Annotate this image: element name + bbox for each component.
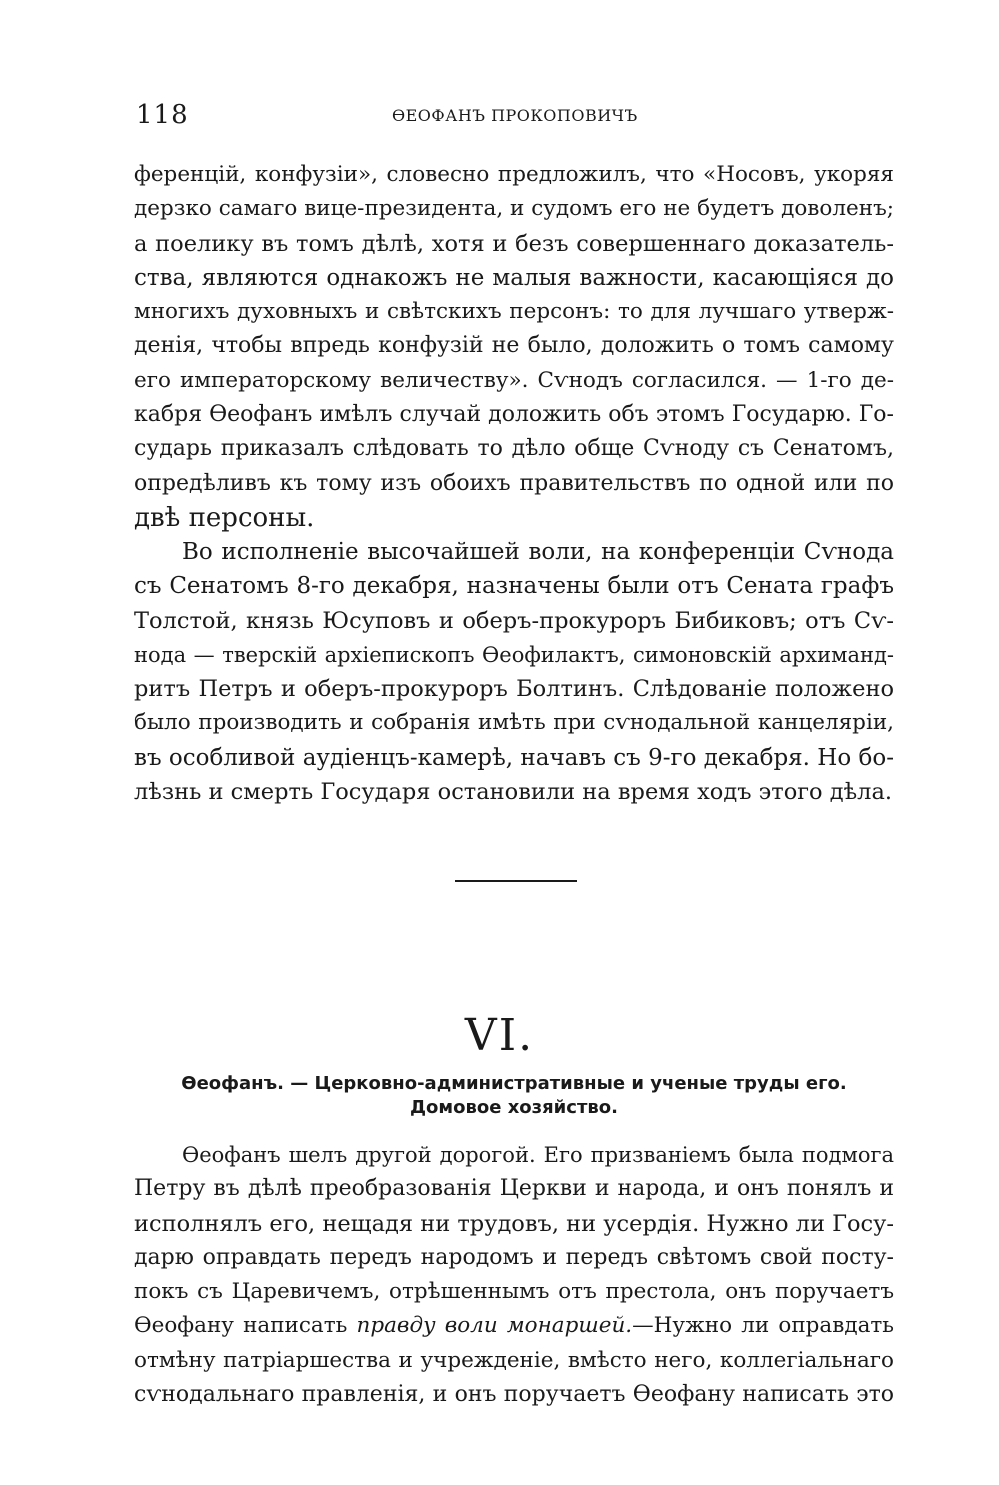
text-line: ства, являются однакожъ не малыя важности, касающіяся до [134, 264, 894, 291]
text-line: многихъ духовныхъ и свѣтскихъ персонъ: то для лучшаго утверж- [134, 299, 894, 325]
text-run: Ѳеофану написать [134, 1313, 357, 1339]
text-run: —Нужно ли оправдать [632, 1313, 894, 1339]
text-line: сударь приказалъ слѣдовать то дѣло обще Сѵноду съ Сенатомъ, [134, 436, 894, 462]
text-line: опредѣливъ къ тому изъ обоихъ правительствъ по одной или по [134, 470, 894, 496]
paragraph-continued [134, 158, 894, 535]
text-line: отмѣну патріаршества и учрежденіе, вмѣсто него, коллегіальнаго [134, 1347, 894, 1373]
section-divider [455, 880, 577, 882]
page-header [136, 100, 896, 132]
text-line: денія, чтобы впредь конфузій не было, доложить о томъ самому [134, 333, 894, 359]
text-line: Толстой, князь Юсуповъ и оберъ-прокуроръ Бибиковъ; отъ Сѵ- [134, 607, 894, 634]
text-line: покъ съ Царевичемъ, отрѣшеннымъ отъ престола, онъ поручаетъ [134, 1279, 894, 1305]
text-line: его императорскому величеству». Сѵнодъ согласился. — 1-го де- [134, 367, 894, 393]
text-line-mixed [134, 1309, 894, 1343]
text-line: сѵнодальнаго правленія, и онъ поручаетъ Ѳеофану написать это [134, 1382, 894, 1408]
text-line: съ Сенатомъ 8-го декабря, назначены были отъ Сената графъ [134, 573, 894, 600]
text-line: нода — тверскій архіепископъ Ѳеофилактъ, симоновскій архиманд- [134, 642, 894, 667]
text-line: Во исполненіе высочайшей воли, на конференціи Сѵнода [182, 539, 894, 565]
page-number: 118 [136, 100, 189, 130]
chapter-subtitle-line: Ѳеофанъ. — Церковно-административные и ученые труды его. [181, 1073, 847, 1094]
paragraph-conference [134, 535, 894, 809]
chapter-subtitle [134, 1072, 894, 1120]
text-line: дерзко самаго вице-президента, и судомъ его не будетъ доволенъ; [134, 196, 894, 222]
text-line: въ особливой аудіенцъ-камерѣ, начавъ съ 9-го декабря. Но бо- [134, 744, 894, 771]
running-head: ѲЕОФАНЪ ПРОКОПОВИЧЪ [392, 106, 638, 125]
paragraph-chapter-opening [134, 1138, 894, 1412]
text-line: ритъ Петръ и оберъ-прокуроръ Болтинъ. Слѣдованіе положено [134, 676, 894, 703]
text-line: ференцій, конфузіи», словесно предложилъ, что «Носовъ, укоряя [134, 162, 894, 187]
text-line: лѣзнь и смерть Государя остановили на время ходъ этого дѣла. [134, 779, 893, 806]
text-line: Петру въ дѣлѣ преобразованія Церкви и народа, и онъ понялъ и [134, 1176, 894, 1202]
chapter-number: VI. [464, 1010, 535, 1061]
text-line: исполнялъ его, нещадя ни трудовъ, ни усердія. Нужно ли Госу- [134, 1210, 894, 1237]
text-line: а поелику въ томъ дѣлѣ, хотя и безъ совершеннаго доказатель- [134, 230, 894, 257]
text-line: кабря Ѳеофанъ имѣлъ случай доложить объ этомъ Государю. Го- [134, 402, 894, 428]
text-line: дарю оправдать передъ народомъ и передъ свѣтомъ свой посту- [134, 1244, 894, 1270]
text-line: двѣ персоны. [134, 502, 315, 533]
italic-title: правду воли монаршей. [356, 1313, 633, 1339]
chapter-subtitle-line: Домовое хозяйство. [409, 1097, 618, 1118]
text-line: Ѳеофанъ шелъ другой дорогой. Его призваніемъ была подмога [182, 1143, 894, 1167]
text-line: было производить и собранія имѣть при сѵнодальной канцеляріи, [134, 710, 894, 736]
